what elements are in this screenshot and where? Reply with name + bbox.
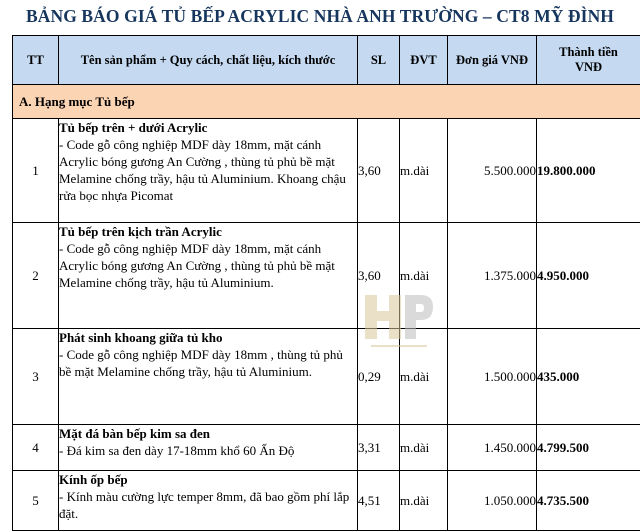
product-name: Phát sinh khoang giữa tủ kho bbox=[59, 330, 223, 345]
quantity: 3,60 bbox=[358, 223, 400, 329]
table-row bbox=[13, 425, 640, 471]
product-name: Mặt đá bàn bếp kim sa đen bbox=[59, 426, 210, 441]
product-spec: - Code gỗ công nghiệp MDF dày 18mm, mặt cánh Acrylic bóng gương An Cường , thùng tủ phủ bề mặt Melamine chống trầy, hậu tủ Aluminium. Khoang chậu rửa bọc nhựa Picomat bbox=[59, 137, 346, 203]
line-total: 4.950.000 bbox=[537, 223, 640, 329]
row-number: 3 bbox=[13, 329, 59, 425]
table-row bbox=[13, 119, 640, 223]
watermark-p-letter bbox=[405, 295, 433, 339]
unit: m.dài bbox=[400, 425, 448, 471]
watermark-h-letter bbox=[365, 295, 401, 339]
product-cell bbox=[59, 329, 358, 425]
product-spec: - Kính màu cường lực temper 8mm, đã bao gồm phí lắp đặt. bbox=[59, 489, 350, 521]
line-total: 19.800.000 bbox=[537, 119, 640, 223]
row-number: 4 bbox=[13, 425, 59, 471]
quantity: 0,29 bbox=[358, 329, 400, 425]
header-total bbox=[537, 36, 640, 85]
line-total: 4.735.500 bbox=[537, 471, 640, 531]
header-unit-price: Đơn giá VNĐ bbox=[448, 36, 537, 85]
section-row bbox=[13, 85, 640, 119]
product-name: Tủ bếp trên + dưới Acrylic bbox=[59, 120, 208, 135]
unit-price: 5.500.000 bbox=[448, 119, 537, 223]
product-cell bbox=[59, 471, 358, 531]
header-product: Tên sản phẩm + Quy cách, chất liệu, kích thước bbox=[59, 36, 358, 85]
line-total: 4.799.500 bbox=[537, 425, 640, 471]
product-cell bbox=[59, 119, 358, 223]
price-quote-table bbox=[12, 35, 640, 531]
quantity: 3,60 bbox=[358, 119, 400, 223]
header-dvt: ĐVT bbox=[400, 36, 448, 85]
watermark-tagline-mark bbox=[371, 345, 427, 347]
product-name: Tủ bếp trên kịch trần Acrylic bbox=[59, 224, 222, 239]
quantity: 4,51 bbox=[358, 471, 400, 531]
product-name: Kính ốp bếp bbox=[59, 472, 128, 487]
table-row bbox=[13, 471, 640, 531]
product-cell bbox=[59, 223, 358, 329]
unit-price: 1.050.000 bbox=[448, 471, 537, 531]
unit-price: 1.375.000 bbox=[448, 223, 537, 329]
quote-title: BẢNG BÁO GIÁ TỦ BẾP ACRYLIC NHÀ ANH TRƯỜNG – CT8 MỸ ĐÌNH bbox=[25, 6, 615, 26]
table-row bbox=[13, 329, 640, 425]
product-spec: - Code gỗ công nghiệp MDF dày 18mm, mặt cánh Acrylic bóng gương An Cường , thùng tủ phủ bề mặt Melamine chống trầy, hậu tủ Aluminium. bbox=[59, 241, 335, 290]
unit: m.dài bbox=[400, 119, 448, 223]
section-label: A. Hạng mục Tủ bếp bbox=[13, 85, 640, 119]
table-header-row bbox=[13, 36, 640, 85]
header-total-line1: Thành tiền bbox=[559, 45, 618, 59]
unit: m.dài bbox=[400, 223, 448, 329]
header-tt: TT bbox=[13, 36, 59, 85]
quantity: 3,31 bbox=[358, 425, 400, 471]
row-number: 1 bbox=[13, 119, 59, 223]
header-sl: SL bbox=[358, 36, 400, 85]
line-total: 435.000 bbox=[537, 329, 640, 425]
product-spec: - Đá kim sa đen dày 17-18mm khổ 60 Ấn Độ bbox=[59, 443, 295, 458]
product-spec: - Code gỗ công nghiệp MDF dày 18mm , thùng tủ phủ bề mặt Melamine chống trầy, hậu tủ Aluminium. bbox=[59, 347, 343, 379]
table-row bbox=[13, 223, 640, 329]
unit-price: 1.500.000 bbox=[448, 329, 537, 425]
unit: m.dài bbox=[400, 471, 448, 531]
row-number: 2 bbox=[13, 223, 59, 329]
watermark-logo bbox=[363, 291, 435, 355]
header-total-line2: VNĐ bbox=[574, 60, 603, 74]
product-cell bbox=[59, 425, 358, 471]
unit-price: 1.450.000 bbox=[448, 425, 537, 471]
row-number: 5 bbox=[13, 471, 59, 531]
unit: m.dài bbox=[400, 329, 448, 425]
